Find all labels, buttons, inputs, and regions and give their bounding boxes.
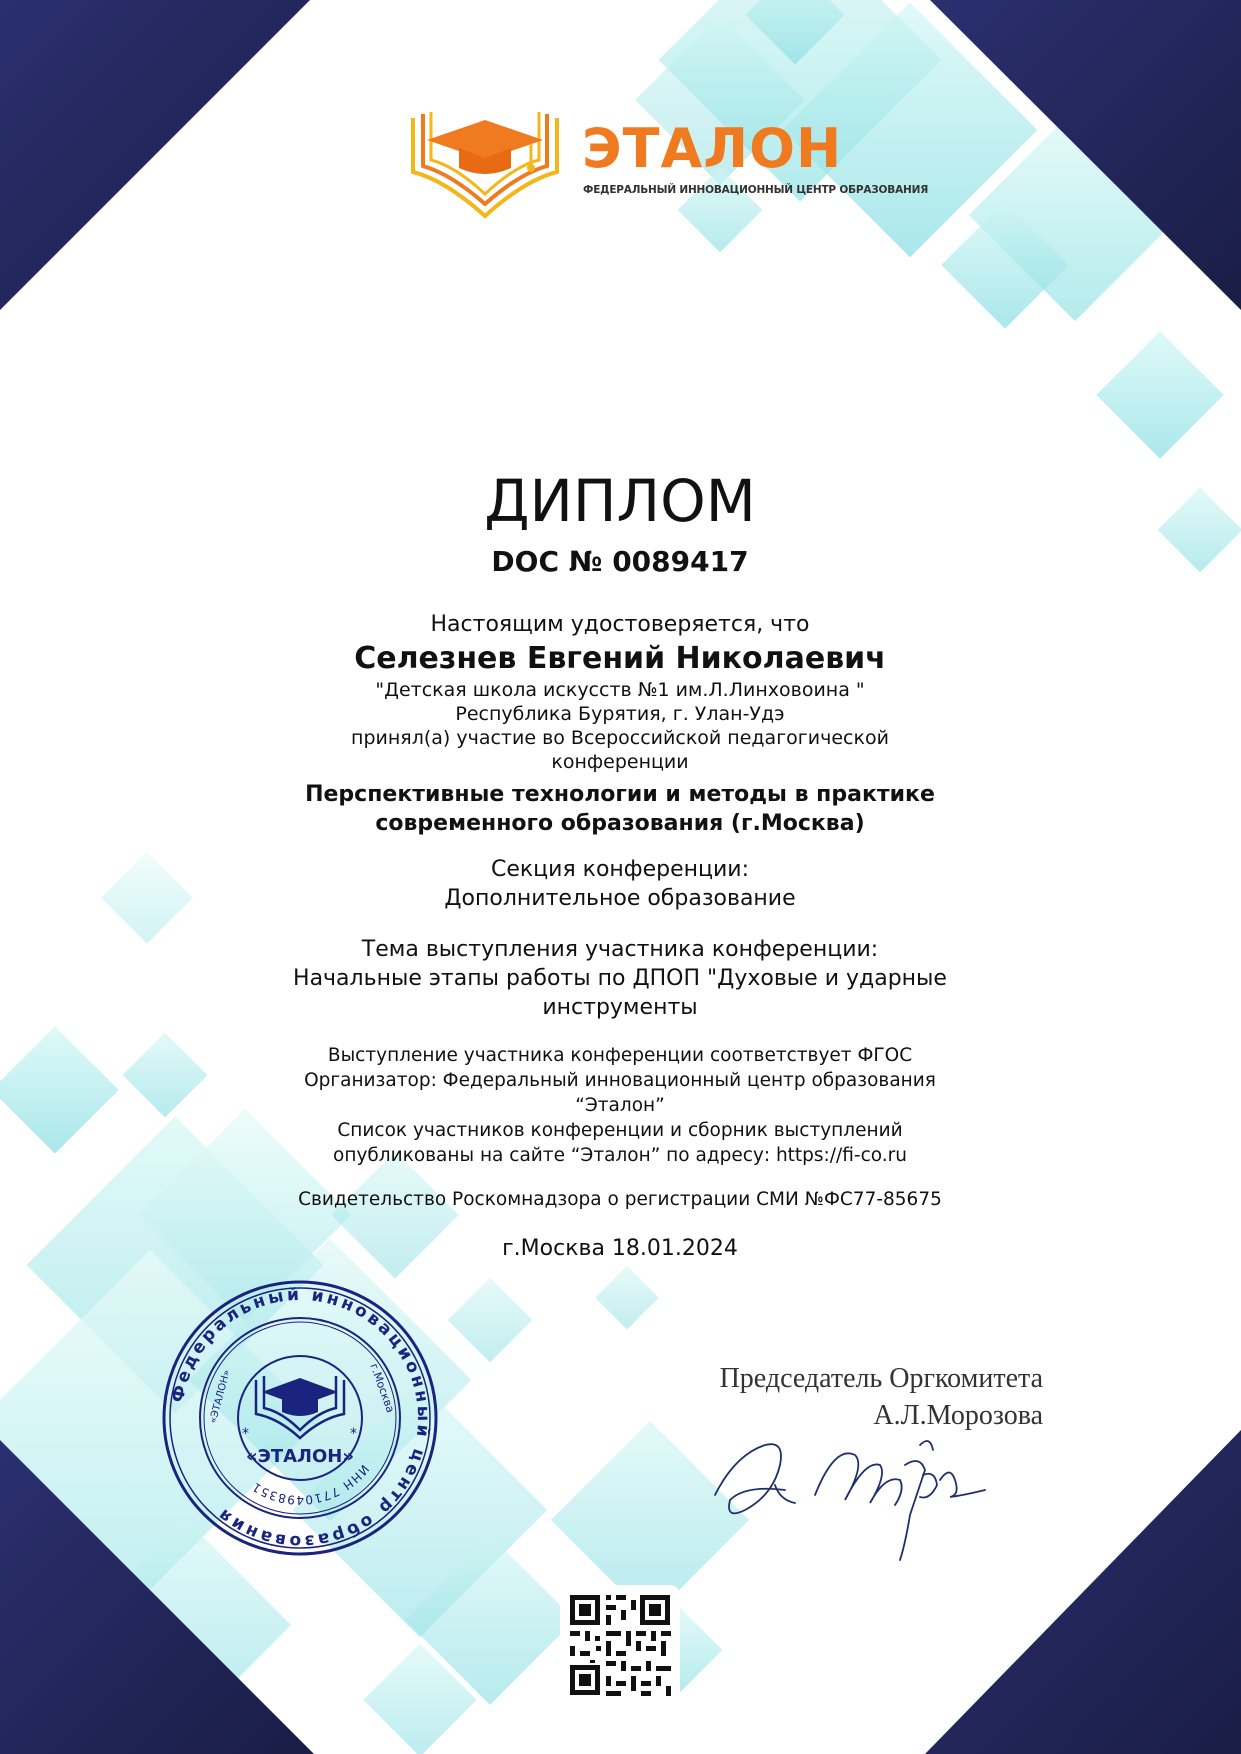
conference-title-line-2: современного образования (г.Москва) xyxy=(375,811,865,836)
participation-line-1: принял(а) участие во Всероссийской педагогической xyxy=(351,727,889,749)
organizer-line-1: Организатор: Федеральный инновационный центр образования xyxy=(304,1070,936,1091)
signatory-title: Председатель Оргкомитета xyxy=(719,1363,1043,1394)
conference-title-line-1: Перспективные технологии и методы в практике xyxy=(305,782,935,807)
organizer-line-2: “Эталон” xyxy=(575,1095,665,1116)
topic-line-2: инструменты xyxy=(542,995,698,1020)
stamp-outer-text: Федеральный инновационный центр образования xyxy=(167,1284,434,1552)
list-line-2: опубликованы на сайте “Эталон” по адресу: https://fi-co.ru xyxy=(333,1145,907,1166)
svg-text:ИНН 7710498351 xyxy=(249,1462,372,1507)
recipient-block xyxy=(240,610,1000,838)
intro-text: Настоящим удостоверяется, что xyxy=(430,612,810,637)
participation-line-2: конференции xyxy=(551,751,689,773)
document-number: DOC № 0089417 xyxy=(491,545,749,578)
logo-wordmark: ЭТАЛОН xyxy=(582,117,843,180)
topic-block xyxy=(240,935,1000,1022)
registration-text: Свидетельство Роскомнадзора о регистрации СМИ №ФС77-85675 xyxy=(298,1189,942,1210)
stamp-org-small: «ЭТАЛОН» xyxy=(207,1368,233,1425)
svg-text:*: * xyxy=(242,1426,249,1442)
svg-text:*: * xyxy=(350,1426,357,1442)
list-line-1: Список участников конференции и сборник выступлений xyxy=(337,1120,903,1141)
signature-icon xyxy=(705,1425,1005,1565)
signatory-name: А.Л.Морозова xyxy=(873,1400,1043,1431)
signatory-block xyxy=(720,1360,1043,1434)
svg-text:Федеральный инновационный цент xyxy=(168,1285,433,1551)
fgos-text: Выступление участника конференции соответствует ФГОС xyxy=(327,1045,913,1066)
qr-code-icon xyxy=(560,1585,680,1705)
section-block xyxy=(240,855,1000,913)
place-date: г.Москва 18.01.2024 xyxy=(502,1236,738,1261)
institution-text: "Детская школа искусств №1 им.Л.Линховоина " xyxy=(375,679,865,701)
stamp-city: г.Москва xyxy=(367,1361,398,1415)
logo-tagline: ФЕДЕРАЛЬНЫЙ ИННОВАЦИОННЫЙ ЦЕНТР ОБРАЗОВАНИЯ xyxy=(583,184,929,196)
section-value: Дополнительное образование xyxy=(444,886,796,911)
location-text: Республика Бурятия, г. Улан-Удэ xyxy=(455,703,785,725)
section-label: Секция конференции: xyxy=(490,857,750,882)
stamp-org: «ЭТАЛОН» xyxy=(246,1446,354,1467)
diploma-title: ДИПЛОМ xyxy=(484,467,756,535)
topic-label: Тема выступления участника конференции: xyxy=(361,937,879,962)
stamp-inn: ИНН 7710498351 xyxy=(249,1462,372,1508)
recipient-name: Селезнев Евгений Николаевич xyxy=(354,641,886,676)
organization-stamp xyxy=(160,1278,440,1558)
info-block xyxy=(240,1043,1000,1168)
topic-line-1: Начальные этапы работы по ДПОП "Духовые и ударные xyxy=(293,966,947,991)
